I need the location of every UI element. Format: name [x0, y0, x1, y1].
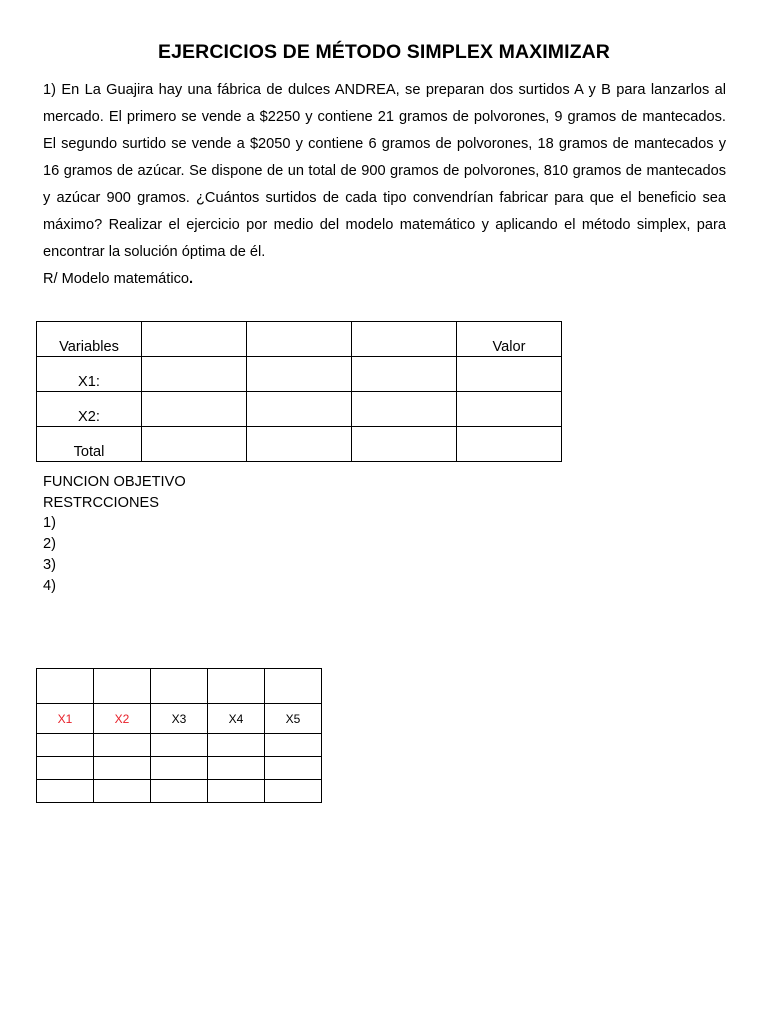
constraint-item: 2) [43, 536, 56, 553]
header-cell-x3[interactable]: X3 [151, 704, 208, 734]
table-cell[interactable] [142, 427, 247, 462]
answer-period: . [189, 271, 194, 287]
table-cell[interactable] [151, 734, 208, 757]
table-row [37, 780, 322, 803]
model-section [43, 472, 186, 596]
table-row [37, 427, 562, 462]
table-cell[interactable]: Valor [457, 322, 562, 357]
table-cell[interactable] [352, 322, 457, 357]
constraint-item: 1) [43, 515, 56, 532]
constraint-item: 3) [43, 556, 56, 573]
table-cell[interactable] [208, 734, 265, 757]
table-cell[interactable] [94, 780, 151, 803]
variables-table [36, 321, 562, 462]
table-cell[interactable] [352, 357, 457, 392]
table-cell[interactable] [151, 780, 208, 803]
header-cell-x1[interactable]: X1 [37, 704, 94, 734]
table-cell[interactable] [37, 669, 94, 704]
answer-label: R/ Modelo matemático [43, 271, 189, 287]
constraint-item: 4) [43, 577, 56, 594]
page-title: EJERCICIOS DE MÉTODO SIMPLEX MAXIMIZAR [158, 41, 610, 63]
table-cell[interactable] [247, 322, 352, 357]
table-cell[interactable] [352, 427, 457, 462]
table-cell[interactable] [142, 357, 247, 392]
objective-label: FUNCION OBJETIVO [43, 474, 186, 490]
table-cell[interactable]: X1: [37, 357, 142, 392]
table-cell[interactable] [142, 392, 247, 427]
table-cell[interactable] [265, 734, 322, 757]
problem-statement [43, 77, 726, 293]
table-cell[interactable]: X2: [37, 392, 142, 427]
table-row [37, 704, 322, 734]
table-cell[interactable] [457, 357, 562, 392]
header-cell-x4[interactable]: X4 [208, 704, 265, 734]
table-cell[interactable] [142, 322, 247, 357]
table-row [37, 669, 322, 704]
problem-text: 1) En La Guajira hay una fábrica de dulces ANDREA, se preparan dos surtidos A y B para lanzarlos al mercado. El primero se vende a $2250 y contiene 21 gramos de polvorones, 9 gramos de mantecados. El segundo surtido se vende a $2050 y contiene 6 gramos de polvorones, 18 gramos de mantecados y 16 gramos de azúcar. Se dispone de un total de 900 gramos de polvorones, 810 gramos de mantecados y azúcar 900 gramos. ¿Cuántos surtidos de cada tipo convendrían fabricar para que el beneficio sea máximo? Realizar el ejercicio por medio del modelo matemático y aplicando el método simplex, para encontrar la solución óptima de él. [43, 82, 726, 260]
header-cell-x2[interactable]: X2 [94, 704, 151, 734]
table-cell[interactable] [151, 669, 208, 704]
answer-line [43, 266, 726, 293]
table-cell[interactable] [265, 780, 322, 803]
table-cell[interactable] [352, 392, 457, 427]
constraints-label: RESTRCCIONES [43, 494, 159, 511]
table-cell[interactable] [247, 357, 352, 392]
table-cell[interactable] [151, 757, 208, 780]
table-cell[interactable] [94, 669, 151, 704]
table-cell[interactable] [208, 669, 265, 704]
table-row [37, 322, 562, 357]
table-cell[interactable] [37, 780, 94, 803]
table-cell[interactable] [247, 392, 352, 427]
table-cell[interactable]: Variables [37, 322, 142, 357]
header-cell-x5[interactable]: X5 [265, 704, 322, 734]
table-cell[interactable] [247, 427, 352, 462]
table-cell[interactable] [37, 757, 94, 780]
table-row [37, 734, 322, 757]
table-cell[interactable] [265, 757, 322, 780]
simplex-table [36, 668, 322, 803]
table-cell[interactable] [457, 427, 562, 462]
table-cell[interactable] [265, 669, 322, 704]
table-cell[interactable] [37, 734, 94, 757]
table-cell[interactable]: Total [37, 427, 142, 462]
table-cell[interactable] [208, 757, 265, 780]
table-cell[interactable] [94, 734, 151, 757]
table-row [37, 357, 562, 392]
table-cell[interactable] [457, 392, 562, 427]
table-cell[interactable] [208, 780, 265, 803]
table-row [37, 392, 562, 427]
table-cell[interactable] [94, 757, 151, 780]
table-row [37, 757, 322, 780]
